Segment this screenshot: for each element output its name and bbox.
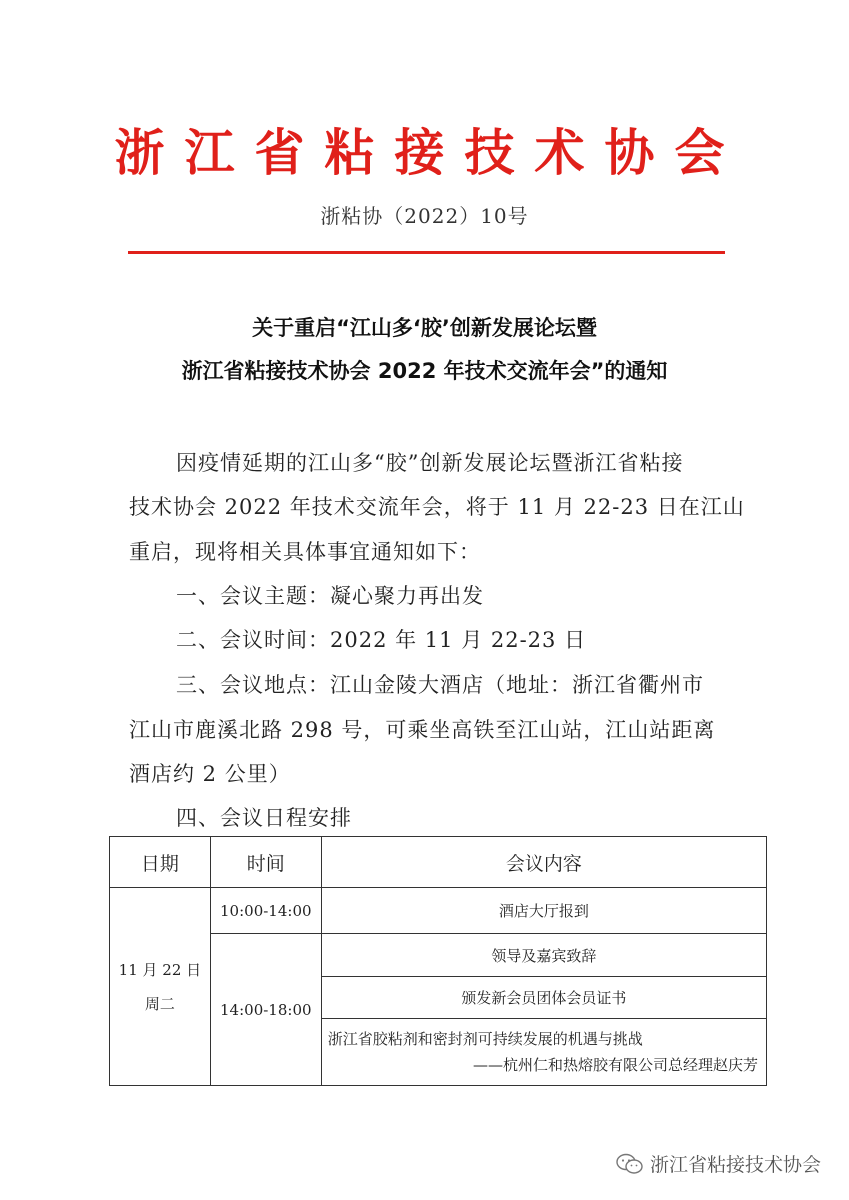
body-line: 三、会议地点：江山金陵大酒店（地址：浙江省衢州市 (176, 673, 704, 697)
body-line: 江山市鹿溪北路 298 号，可乘坐高铁至江山站，江山站距离 (129, 718, 716, 742)
body-line: 一、会议主题：凝心聚力再出发 (176, 584, 484, 608)
content-cell: 颁发新会员团体会员证书 (321, 977, 766, 1019)
body-line: 因疫情延期的江山多“胶”创新发展论坛暨浙江省粘接 (176, 451, 684, 475)
watermark-text: 浙江省粘接技术协会 (649, 1154, 821, 1176)
body-line: 技术协会 2022 年技术交流年会，将于 11 月 22-23 日在江山 (129, 495, 745, 519)
content-cell: 酒店大厅报到 (321, 888, 766, 934)
time-cell: 14:00-18:00 (210, 934, 321, 1086)
header-date: 日期 (110, 837, 211, 888)
schedule-table (109, 836, 767, 1086)
body-line: 四、会议日程安排 (176, 806, 352, 830)
red-divider (128, 251, 725, 254)
notice-title-line2: 浙江省粘接技术协会 2022 年技术交流年会”的通知 (181, 359, 668, 383)
doc-number: 浙粘协（2022）10号 (320, 204, 529, 228)
weekday-text: 周二 (144, 994, 175, 1013)
speech-speaker: ——杭州仁和热熔胶有限公司总经理赵庆芳 (472, 1056, 758, 1074)
org-title: 浙江省粘接技术协会 (114, 123, 745, 182)
date-cell (110, 888, 211, 1086)
content-cell: 领导及嘉宾致辞 (321, 934, 766, 977)
wechat-watermark (616, 1150, 821, 1177)
header-time: 时间 (210, 837, 321, 888)
body-line: 重启，现将相关具体事宜通知如下： (129, 540, 481, 564)
speech-cell (321, 1019, 766, 1086)
body-line: 酒店约 2 公里） (129, 762, 291, 786)
wechat-icon (616, 1153, 644, 1175)
time-cell: 10:00-14:00 (210, 888, 321, 934)
header-content: 会议内容 (321, 837, 766, 888)
body-line: 二、会议时间：2022 年 11 月 22-23 日 (176, 628, 587, 652)
date-text: 11 月 22 日 (118, 960, 202, 979)
notice-title-line1: 关于重启“江山多‘胶’创新发展论坛暨 (252, 316, 597, 340)
speech-topic: 浙江省胶粘剂和密封剂可持续发展的机遇与挑战 (327, 1030, 643, 1048)
